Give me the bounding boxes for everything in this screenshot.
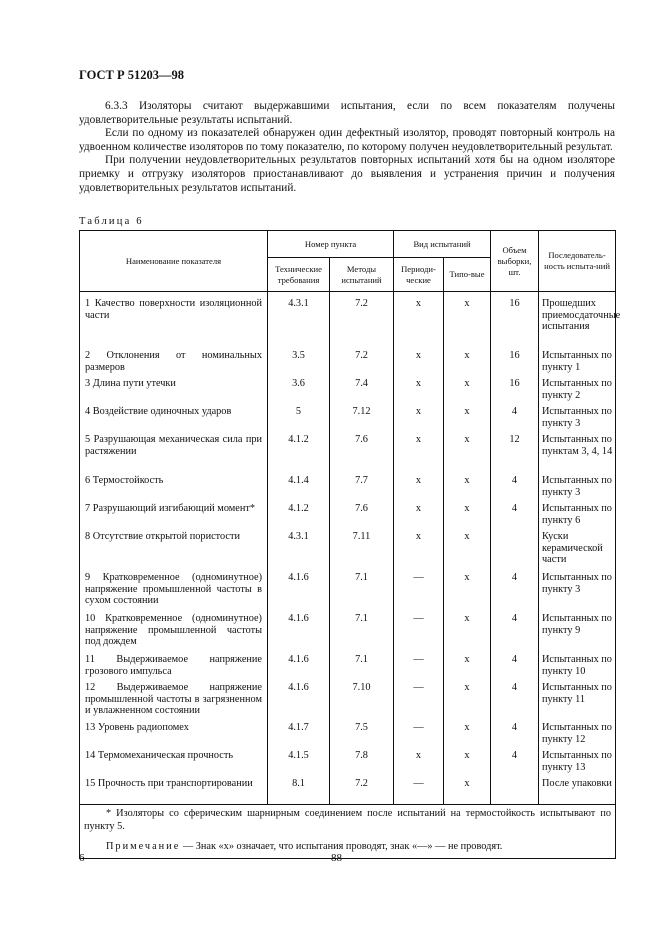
row-name: 9 Кратковременное (одноминутное) напряжение промышленной частоты в сухом состоянии: [80, 572, 268, 613]
row-method: 7.11: [330, 531, 394, 572]
row-tech-req: 4.1.7: [268, 722, 330, 750]
body-text: [79, 100, 615, 195]
row-method: 7.2: [330, 292, 394, 351]
header-methods: Методы испытаний: [330, 258, 394, 292]
row-method: 7.2: [330, 350, 394, 378]
header-item-number: Номер пункта: [268, 231, 394, 258]
table-row: [80, 654, 616, 682]
header-test-kind: Вид испытаний: [394, 231, 491, 258]
row-type: x: [444, 434, 491, 475]
table-row: [80, 778, 616, 805]
row-periodic: x: [394, 750, 444, 778]
row-type: x: [444, 406, 491, 434]
row-sequence: Испытанных по пункту 3: [539, 475, 616, 503]
row-tech-req: 4.1.6: [268, 682, 330, 722]
row-sample: 16: [491, 350, 539, 378]
row-sample: [491, 531, 539, 572]
header-tech-req: Технические требования: [268, 258, 330, 292]
row-type: x: [444, 350, 491, 378]
table-footer: [80, 805, 616, 859]
table-row: [80, 292, 616, 351]
row-tech-req: 4.3.1: [268, 531, 330, 572]
row-tech-req: 4.1.2: [268, 434, 330, 475]
row-periodic: x: [394, 378, 444, 406]
row-type: x: [444, 531, 491, 572]
row-sequence: Испытанных по пункту 6: [539, 503, 616, 531]
row-sequence: Испытанных по пункту 3: [539, 572, 616, 613]
row-method: 7.12: [330, 406, 394, 434]
row-tech-req: 4.1.4: [268, 475, 330, 503]
row-method: 7.6: [330, 434, 394, 475]
row-tech-req: 4.1.5: [268, 750, 330, 778]
row-sample: 4: [491, 722, 539, 750]
row-name: 11 Выдерживаемое напряжение грозового импульса: [80, 654, 268, 682]
row-periodic: x: [394, 503, 444, 531]
document-header: ГОСТ Р 51203—98: [79, 68, 185, 82]
row-sample: 4: [491, 572, 539, 613]
table-row: [80, 682, 616, 722]
row-method: 7.7: [330, 475, 394, 503]
table-row: [80, 722, 616, 750]
row-periodic: —: [394, 572, 444, 613]
row-tech-req: 4.1.6: [268, 613, 330, 654]
row-sample: 4: [491, 654, 539, 682]
row-name: 7 Разрушающий изгибающий момент*: [80, 503, 268, 531]
row-periodic: x: [394, 475, 444, 503]
row-type: x: [444, 682, 491, 722]
row-name: 10 Кратковременное (одноминутное) напряжение промышленной частоты под дождем: [80, 613, 268, 654]
table-row: [80, 378, 616, 406]
row-sequence: Куски керамической части: [539, 531, 616, 572]
row-type: x: [444, 722, 491, 750]
row-sequence: Испытанных по пункту 11: [539, 682, 616, 722]
header-name: Наименование показателя: [80, 231, 268, 292]
row-sample: 4: [491, 503, 539, 531]
row-name: 2 Отклонения от номинальных размеров: [80, 350, 268, 378]
row-name: 8 Отсутствие открытой пористости: [80, 531, 268, 572]
row-sample: 4: [491, 406, 539, 434]
row-type: x: [444, 503, 491, 531]
row-name: 1 Качество поверхности изоляционной части: [80, 292, 268, 351]
row-type: x: [444, 750, 491, 778]
table-row: [80, 572, 616, 613]
row-tech-req: 3.6: [268, 378, 330, 406]
header-sample-size: Объем выборки, шт.: [491, 231, 539, 292]
row-sample: 4: [491, 475, 539, 503]
paragraph-1: 6.3.3 Изоляторы считают выдержавшими испытания, если по всем показателям получены удовлетворительные результаты испытаний.: [79, 100, 615, 126]
row-sample: 16: [491, 292, 539, 351]
row-tech-req: 4.1.2: [268, 503, 330, 531]
row-type: x: [444, 378, 491, 406]
row-sample: 4: [491, 613, 539, 654]
table-header: [80, 231, 616, 292]
row-sample: 4: [491, 750, 539, 778]
header-sequence: Последователь-ность испыта-ний: [539, 231, 616, 292]
row-tech-req: 5: [268, 406, 330, 434]
row-periodic: x: [394, 406, 444, 434]
row-tech-req: 4.1.6: [268, 654, 330, 682]
row-periodic: x: [394, 350, 444, 378]
row-type: x: [444, 292, 491, 351]
row-sample: [491, 778, 539, 805]
table-footnote: * Изоляторы со сферическим шарнирным соединением после испытаний на термостойкость испытывают по пункту 5.: [84, 808, 611, 832]
row-name: 12 Выдерживаемое напряжение промышленной частоты в загрязненном и увлажненном состоянии: [80, 682, 268, 722]
row-periodic: x: [394, 292, 444, 351]
page-number-left: 6: [79, 852, 85, 864]
table-row: [80, 531, 616, 572]
note-text: — Знак «x» означает, что испытания проводят, знак «—» — не проводят.: [182, 840, 503, 852]
row-type: x: [444, 613, 491, 654]
row-tech-req: 4.3.1: [268, 292, 330, 351]
note-label: Примечание: [106, 840, 181, 852]
row-periodic: —: [394, 654, 444, 682]
table-note: [84, 841, 611, 854]
row-method: 7.1: [330, 613, 394, 654]
row-sample: 12: [491, 434, 539, 475]
table-row: [80, 406, 616, 434]
row-type: x: [444, 778, 491, 805]
table-row: [80, 475, 616, 503]
row-sequence: Испытанных по пункту 10: [539, 654, 616, 682]
row-sequence: Прошедших приемосдаточные испытания: [539, 292, 616, 351]
table-row: [80, 613, 616, 654]
row-sequence: Испытанных по пункту 1: [539, 350, 616, 378]
row-periodic: —: [394, 682, 444, 722]
row-method: 7.1: [330, 572, 394, 613]
row-name: 6 Термостойкость: [80, 475, 268, 503]
paragraph-3: При получении неудовлетворительных результатов повторных испытаний хотя бы на одном изоляторе приемку и отгрузку изоляторов приостанавливают до выявления и устранения причин и получения удовлетворительных результатов испытаний.: [79, 154, 615, 194]
paragraph-2: Если по одному из показателей обнаружен один дефектный изолятор, проводят повторный контроль на удвоенном количестве изоляторов по тому показателю, по которому получен неудовлетворительный результат.: [79, 127, 615, 153]
row-method: 7.4: [330, 378, 394, 406]
test-table: [79, 230, 621, 859]
table-row: [80, 434, 616, 475]
row-method: 7.6: [330, 503, 394, 531]
row-sequence: Испытанных по пунктам 3, 4, 14: [539, 434, 616, 475]
table-row: [80, 750, 616, 778]
table-footer-cell: [80, 805, 616, 859]
row-periodic: —: [394, 722, 444, 750]
row-method: 7.10: [330, 682, 394, 722]
row-periodic: —: [394, 613, 444, 654]
row-periodic: x: [394, 434, 444, 475]
table-body: [80, 292, 621, 805]
row-method: 7.8: [330, 750, 394, 778]
page-number-center: 88: [331, 852, 342, 864]
row-tech-req: 4.1.6: [268, 572, 330, 613]
row-sequence: Испытанных по пункту 2: [539, 378, 616, 406]
row-type: x: [444, 654, 491, 682]
table-row: [80, 350, 616, 378]
header-type: Типо-вые: [444, 258, 491, 292]
table-row: [80, 503, 616, 531]
row-method: 7.5: [330, 722, 394, 750]
row-method: 7.1: [330, 654, 394, 682]
row-name: 13 Уровень радиопомех: [80, 722, 268, 750]
row-name: 3 Длина пути утечки: [80, 378, 268, 406]
row-sequence: Испытанных по пункту 13: [539, 750, 616, 778]
row-sequence: После упаковки: [539, 778, 616, 805]
row-name: 4 Воздействие одиночных ударов: [80, 406, 268, 434]
row-sequence: Испытанных по пункту 12: [539, 722, 616, 750]
row-tech-req: 8.1: [268, 778, 330, 805]
row-sequence: Испытанных по пункту 9: [539, 613, 616, 654]
row-name: 5 Разрушающая механическая сила при растяжении: [80, 434, 268, 475]
table-caption: Таблица 6: [79, 216, 144, 227]
row-sample: 4: [491, 682, 539, 722]
row-method: 7.2: [330, 778, 394, 805]
row-sequence: Испытанных по пункту 3: [539, 406, 616, 434]
row-tech-req: 3.5: [268, 350, 330, 378]
header-periodic: Периоди-ческие: [394, 258, 444, 292]
row-sample: 16: [491, 378, 539, 406]
row-type: x: [444, 475, 491, 503]
row-name: 14 Термомеханическая прочность: [80, 750, 268, 778]
row-type: x: [444, 572, 491, 613]
row-periodic: x: [394, 531, 444, 572]
row-name: 15 Прочность при транспортировании: [80, 778, 268, 805]
row-periodic: —: [394, 778, 444, 805]
